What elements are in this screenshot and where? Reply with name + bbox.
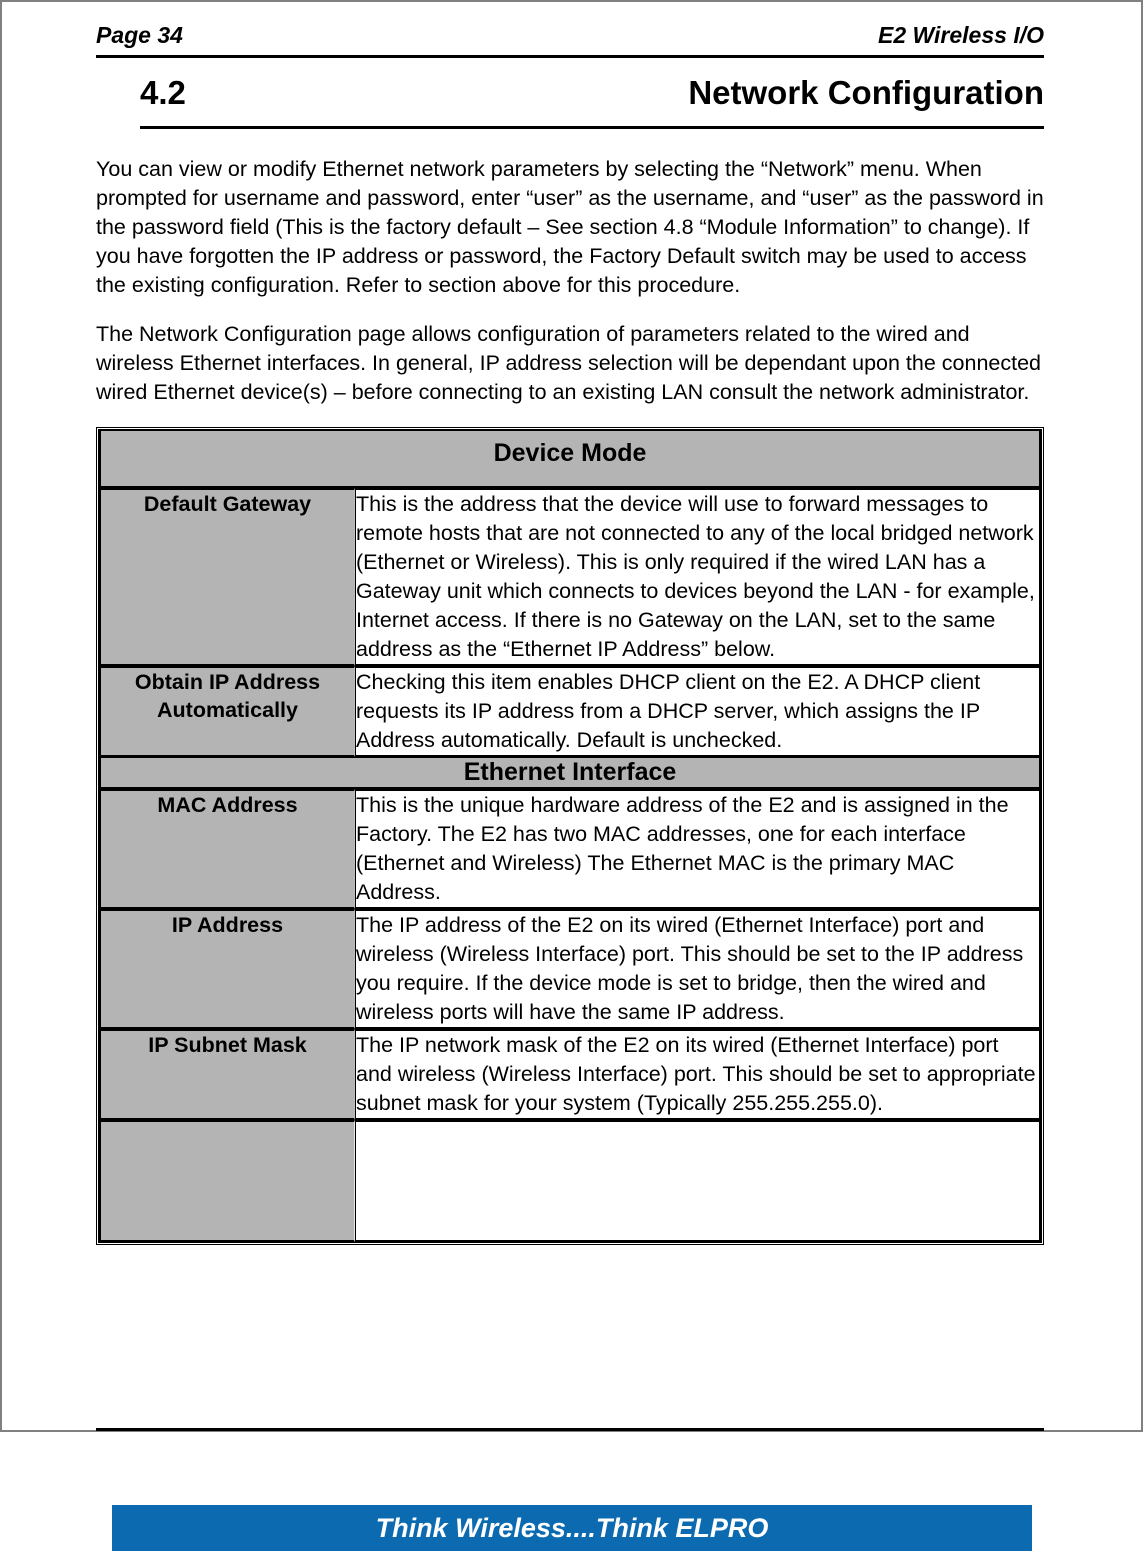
row-desc-blank [355,1120,1041,1242]
table-row [99,1120,1041,1242]
row-desc-obtain-ip-automatically: Checking this item enables DHCP client on the E2. A DHCP client requests its IP address from a DHCP server, which assigns the IP Address automatically. Default is unchecked. [355,666,1041,757]
document-title-label: E2 Wireless I/O [878,22,1044,48]
row-label-obtain-ip-automatically: Obtain IP Address Automatically [99,666,355,757]
running-header [96,0,1044,49]
row-desc-default-gateway: This is the address that the device will use to forward messages to remote hosts that are not connected to any of the local bridged network (Ethernet or Wireless). This is only required if the wired LAN has a Gateway unit which connects to devices beyond the LAN - for example, Internet access. If there is no Gateway on the LAN, set to the same address as the “Ethernet IP Address” below. [355,488,1041,666]
table-band-row [99,757,1041,789]
footer-banner-text: Think Wireless....Think ELPRO [375,1512,769,1543]
table-band-row [99,430,1041,488]
paragraph-intro: You can view or modify Ethernet network parameters by selecting the “Network” menu. When prompted for username and password, enter “user” as the username, and “user” as the password in the password field (This is the factory default – See section 4.8 “Module Information” to change). If you have forgotten the IP address or password, the Factory Default switch may be used to access the existing configuration. Refer to section above for this procedure. [96,157,1044,297]
band-ethernet-interface: Ethernet Interface [99,757,1041,789]
row-label-mac-address: MAC Address [99,789,355,909]
footer-banner [112,1505,1032,1551]
table-row [99,789,1041,909]
header-rule [96,55,1044,58]
table-row [99,488,1041,666]
band-device-mode: Device Mode [99,430,1041,488]
section-rule [140,126,1044,129]
row-desc-mac-address: This is the unique hardware address of the E2 and is assigned in the Factory. The E2 has two MAC addresses, one for each interface (Ethernet and Wireless) The Ethernet MAC is the primary MAC Address. [355,789,1041,909]
row-desc-ip-address: The IP address of the E2 on its wired (Ethernet Interface) port and wireless (Wireless Interface) port. This should be set to the IP address you require. If the device mode is set to bridge, then the wired and wireless ports will have the same IP address. [355,909,1041,1029]
row-label-default-gateway: Default Gateway [99,488,355,666]
row-label-ip-address: IP Address [99,909,355,1029]
row-label-blank [99,1120,355,1242]
table-row [99,666,1041,757]
row-desc-ip-subnet-mask: The IP network mask of the E2 on its wired (Ethernet Interface) port and wireless (Wireless Interface) port. This should be set to appropriate subnet mask for your system (Typically 255.255.255.0). [355,1029,1041,1120]
section-title: Network Configuration [688,74,1044,111]
paragraph-network-config: The Network Configuration page allows configuration of parameters related to the wired and wireless Ethernet interfaces. In general, IP address selection will be dependant upon the connected wired Ethernet device(s) – before connecting to an existing LAN consult the network administrator. [96,322,1042,404]
table-row [99,1029,1041,1120]
table-row [99,909,1041,1029]
page-number-label: Page 34 [96,22,183,48]
parameter-table [96,427,1044,1245]
footer-rule [96,1428,1044,1431]
row-label-ip-subnet-mask: IP Subnet Mask [99,1029,355,1120]
section-heading [96,74,1044,126]
section-number: 4.2 [140,74,186,111]
page-content [96,0,1044,1245]
